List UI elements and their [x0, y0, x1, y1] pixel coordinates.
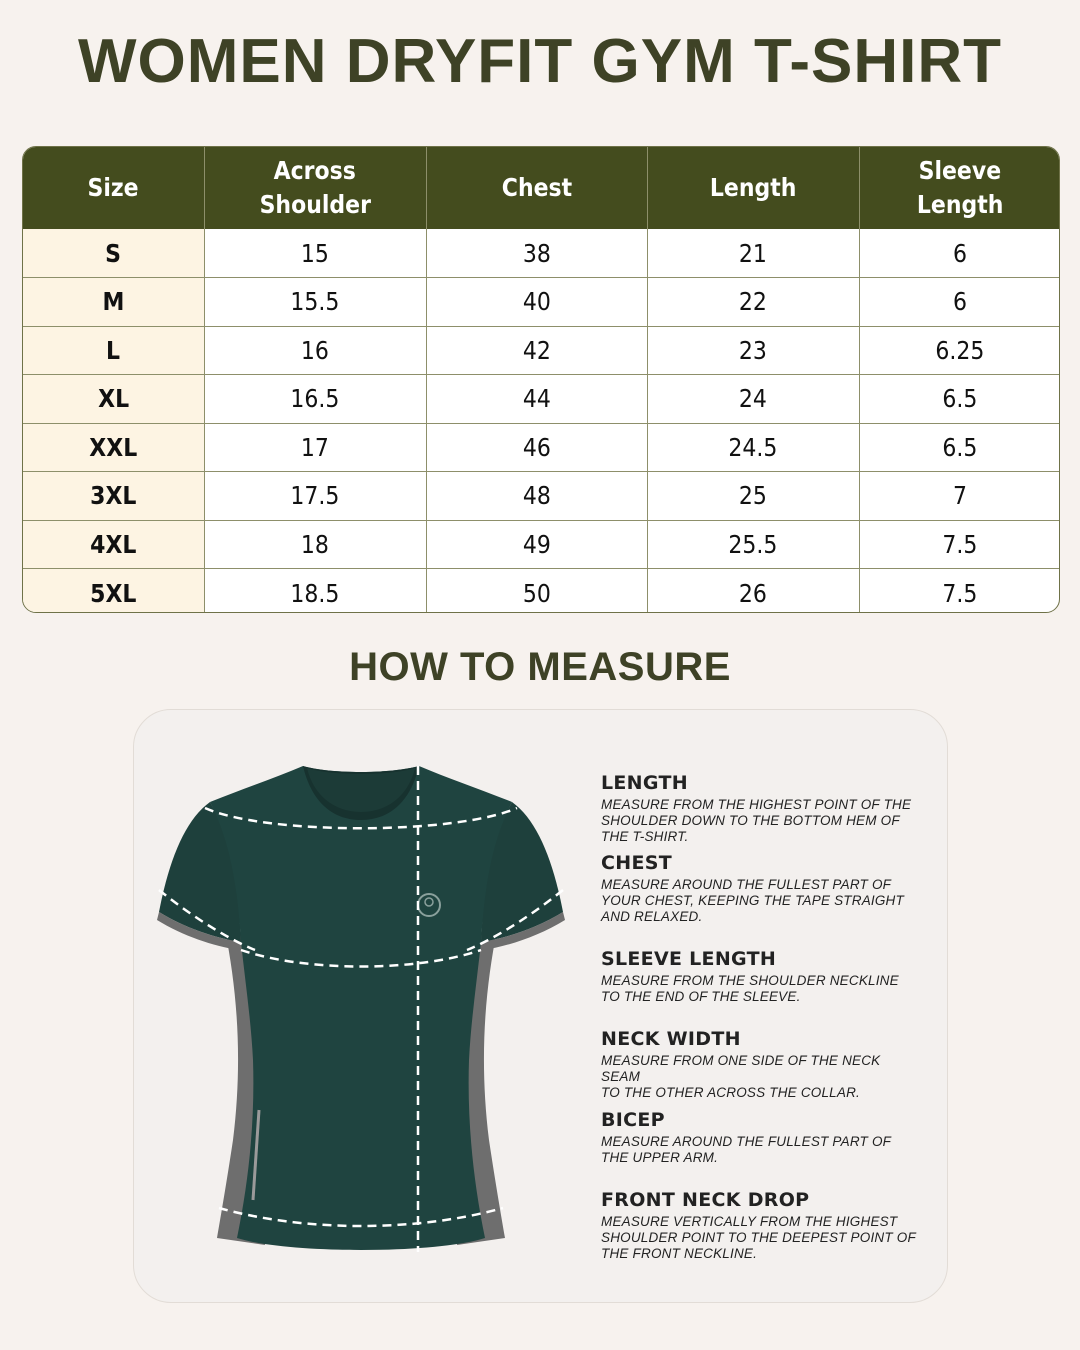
table-cell: 7.5	[859, 520, 1060, 569]
table-cell: 21	[647, 229, 859, 278]
table-cell: 6.25	[859, 326, 1060, 375]
instruction-chest	[601, 852, 921, 925]
table-row	[23, 278, 1060, 327]
table-header-row	[23, 147, 1060, 229]
instruction-title: NECK WIDTH	[601, 1028, 741, 1050]
column-header-across-shoulder: Across Shoulder	[204, 147, 426, 229]
table-row	[23, 472, 1060, 521]
size-cell: M	[23, 278, 204, 327]
table-cell: 7	[859, 472, 1060, 521]
table-row	[23, 569, 1060, 614]
table-cell: 15	[204, 229, 426, 278]
table-cell: 17.5	[204, 472, 426, 521]
size-cell: XL	[23, 375, 204, 424]
size-cell: L	[23, 326, 204, 375]
instruction-bicep	[601, 1109, 921, 1166]
table-cell: 16.5	[204, 375, 426, 424]
table-cell: 50	[426, 569, 647, 614]
table-cell: 25	[647, 472, 859, 521]
page-title: WOMEN DRYFIT GYM T-SHIRT	[77, 27, 1003, 96]
table-cell: 6.5	[859, 375, 1060, 424]
instruction-title: FRONT NECK DROP	[601, 1189, 810, 1211]
instruction-desc: MEASURE VERTICALLY FROM THE HIGHEST SHOULDER POINT TO THE DEEPEST POINT OF THE FRONT NECKLINE.	[601, 1214, 916, 1261]
table-row	[23, 229, 1060, 278]
how-to-measure-title: HOW TO MEASURE	[349, 645, 731, 689]
table-row	[23, 326, 1060, 375]
table-cell: 46	[426, 423, 647, 472]
instruction-desc: MEASURE FROM THE HIGHEST POINT OF THE SHOULDER DOWN TO THE BOTTOM HEM OF THE T-SHIRT.	[601, 797, 912, 844]
table-row	[23, 423, 1060, 472]
table-cell: 49	[426, 520, 647, 569]
size-cell: XXL	[23, 423, 204, 472]
table-row	[23, 375, 1060, 424]
table-row	[23, 520, 1060, 569]
table-cell: 26	[647, 569, 859, 614]
column-header-sleeve-length: Sleeve Length	[859, 147, 1060, 229]
table-cell: 17	[204, 423, 426, 472]
size-cell: 4XL	[23, 520, 204, 569]
instruction-neck-width	[601, 1028, 921, 1101]
column-header-chest: Chest	[426, 147, 647, 229]
size-cell: 5XL	[23, 569, 204, 614]
tshirt-illustration	[155, 760, 567, 1265]
instruction-desc: MEASURE FROM ONE SIDE OF THE NECK SEAM TO THE OTHER ACROSS THE COLLAR.	[601, 1053, 881, 1100]
column-header-length: Length	[647, 147, 859, 229]
table-cell: 38	[426, 229, 647, 278]
table-cell: 6.5	[859, 423, 1060, 472]
table-cell: 24	[647, 375, 859, 424]
table-cell: 16	[204, 326, 426, 375]
instruction-sleeve-length	[601, 948, 921, 1005]
table-cell: 44	[426, 375, 647, 424]
instruction-title: BICEP	[601, 1109, 665, 1131]
table-cell: 25.5	[647, 520, 859, 569]
instruction-title: CHEST	[601, 852, 672, 874]
table-cell: 48	[426, 472, 647, 521]
size-cell: S	[23, 229, 204, 278]
instruction-front-neck-drop	[601, 1189, 921, 1262]
column-header-size: Size	[23, 147, 204, 229]
table-cell: 23	[647, 326, 859, 375]
table-cell: 15.5	[204, 278, 426, 327]
table-cell: 24.5	[647, 423, 859, 472]
table-cell: 6	[859, 278, 1060, 327]
size-chart-table	[22, 146, 1060, 613]
table-cell: 6	[953, 238, 968, 268]
instruction-desc: MEASURE AROUND THE FULLEST PART OF THE UPPER ARM.	[601, 1134, 892, 1165]
size-cell: 3XL	[23, 472, 204, 521]
instruction-desc: MEASURE AROUND THE FULLEST PART OF YOUR CHEST, KEEPING THE TAPE STRAIGHT AND RELAXED.	[601, 877, 904, 924]
instruction-desc: MEASURE FROM THE SHOULDER NECKLINE TO THE END OF THE SLEEVE.	[601, 973, 899, 1004]
table-cell: 40	[426, 278, 647, 327]
table-cell: 22	[647, 278, 859, 327]
table-cell: 42	[426, 326, 647, 375]
instruction-length	[601, 772, 921, 845]
table-cell: 7.5	[859, 569, 1060, 614]
instruction-title: LENGTH	[601, 772, 688, 794]
table-cell: 18	[204, 520, 426, 569]
instruction-title: SLEEVE LENGTH	[601, 948, 777, 970]
table-cell: 18.5	[204, 569, 426, 614]
